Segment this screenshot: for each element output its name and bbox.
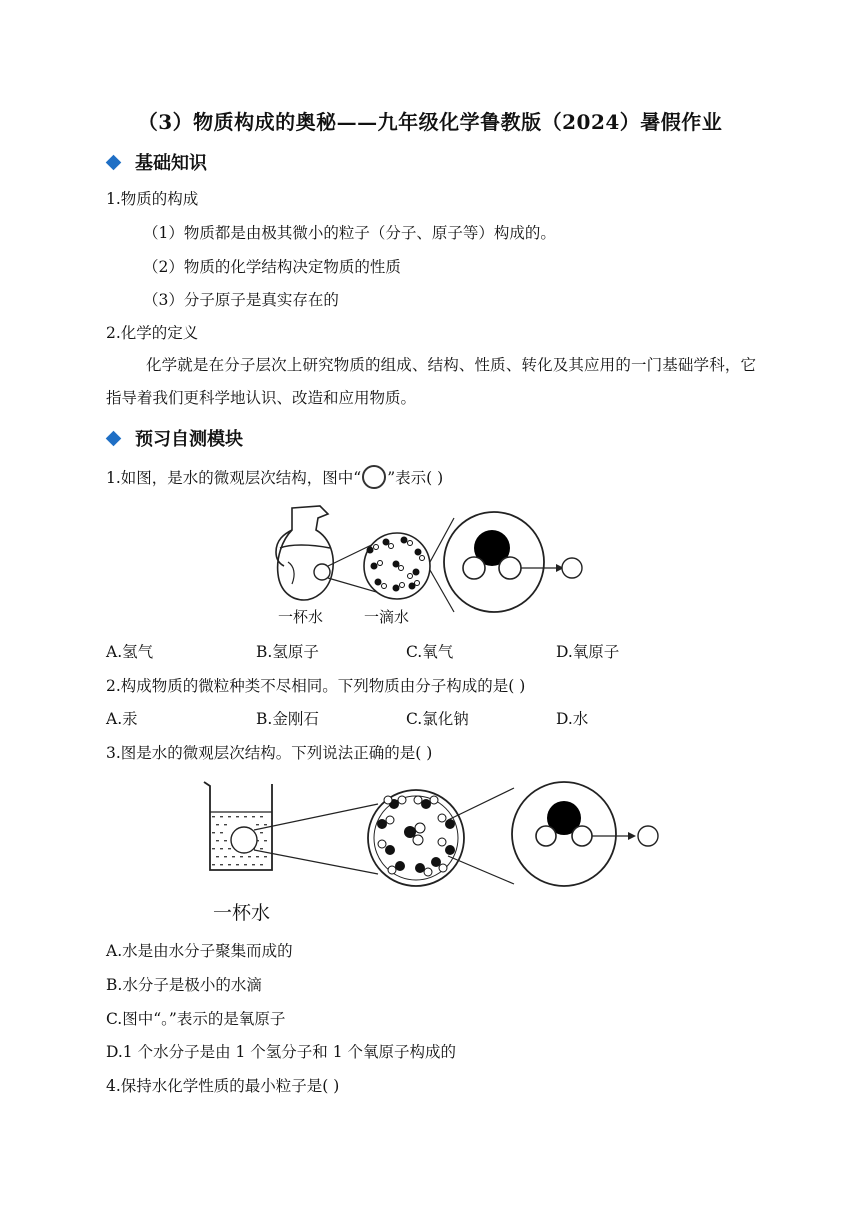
option-b[interactable]: B.金刚石	[256, 710, 319, 728]
section-heading-text: 基础知识	[135, 153, 207, 174]
section-heading-preview	[106, 425, 243, 451]
question-2-stem: 2.构成物质的微粒种类不尽相同。下列物质由分子构成的是( )	[106, 677, 526, 695]
question-2-options	[106, 707, 706, 729]
option-c[interactable]: C.图中“。”表示的是氧原子	[106, 1010, 286, 1028]
diamond-bullet-icon	[106, 154, 122, 170]
figure-label-drop: 一滴水	[364, 608, 410, 626]
option-d[interactable]: D.水	[556, 710, 589, 728]
hydrogen-atom-circle	[638, 826, 658, 846]
figure-label-cup: 一杯水	[213, 902, 271, 924]
question-stem-part: 1.如图，是水的微观层次结构，图中“	[106, 469, 362, 487]
water-molecule-circle	[444, 512, 544, 612]
option-b[interactable]: B.氢原子	[256, 643, 319, 661]
water-microstructure-figure-2	[196, 770, 666, 900]
section-heading-basics	[106, 149, 207, 175]
option-a[interactable]: A.水是由水分子聚集而成的	[106, 942, 293, 960]
hydrogen-atom-circle	[562, 558, 582, 578]
question-3-stem: 3.图是水的微观层次结构。下列说法正确的是( )	[106, 744, 433, 762]
figure-label-cup: 一杯水	[278, 608, 324, 626]
sub-item: （2）物质的化学结构决定物质的性质	[143, 258, 401, 276]
question-1-options	[106, 640, 706, 662]
question-4-stem: 4.保持水化学性质的最小粒子是( )	[106, 1077, 340, 1095]
molecule-cluster-circle	[368, 790, 464, 886]
option-c[interactable]: C.氧气	[406, 643, 454, 661]
pitcher-icon	[276, 506, 333, 600]
definition-paragraph: 化学就是在分子层次上研究物质的组成、结构、性质、转化及其应用的一门基础学科，它指导着我们更科学地认识、改造和应用物质。	[106, 356, 756, 407]
diamond-bullet-icon	[106, 430, 122, 446]
option-c[interactable]: C.氯化钠	[406, 710, 469, 728]
item-heading: 2.化学的定义	[106, 324, 199, 342]
beaker-zoom-circle	[231, 827, 257, 853]
option-a[interactable]: A.汞	[106, 710, 138, 728]
item-heading: 1.物质的构成	[106, 190, 199, 208]
option-b[interactable]: B.水分子是极小的水滴	[106, 976, 262, 994]
beaker-icon	[204, 782, 272, 870]
water-molecule-circle	[512, 782, 616, 886]
option-d[interactable]: D.1 个水分子是由 1 个氢分子和 1 个氧原子构成的	[106, 1043, 457, 1061]
circle-symbol-icon	[362, 465, 386, 489]
pitcher-zoom-circle	[314, 564, 330, 580]
section-heading-text: 预习自测模块	[135, 429, 243, 450]
sub-item: （3）分子原子是真实存在的	[143, 291, 339, 309]
option-d[interactable]: D.氧原子	[556, 643, 620, 661]
sub-item: （1）物质都是由极其微小的粒子（分子、原子等）构成的。	[143, 224, 556, 242]
droplet-molecules-circle	[364, 533, 430, 599]
question-stem-part: ”表示( )	[387, 469, 444, 487]
option-a[interactable]: A.氢气	[106, 643, 154, 661]
question-1-stem	[106, 466, 443, 491]
page-title: （3）物质构成的奥秘——九年级化学鲁教版（2024）暑假作业	[137, 110, 723, 134]
